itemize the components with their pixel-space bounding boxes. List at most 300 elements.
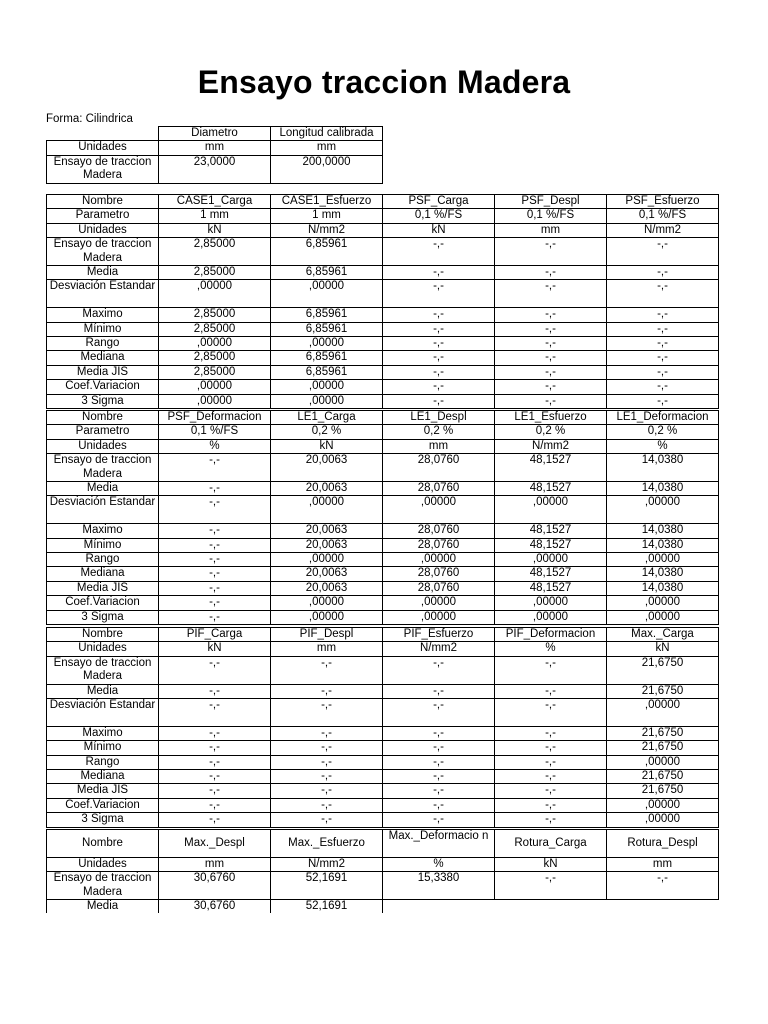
table-cell: Coef.Variacion	[47, 596, 159, 610]
table-row	[47, 755, 719, 769]
table-cell: N/mm2	[607, 223, 719, 237]
table-cell: 21,6750	[607, 770, 719, 784]
table-cell: 14,0380	[607, 524, 719, 538]
table-cell: -,-	[159, 496, 271, 524]
table-cell: -,-	[383, 656, 495, 684]
table-row	[47, 642, 719, 656]
table-cell: ,00000	[271, 380, 383, 394]
forma-label: Forma: Cilindrica	[46, 113, 133, 125]
table-cell: 21,6750	[607, 741, 719, 755]
table-cell: ,00000	[383, 553, 495, 567]
table-cell: -,-	[383, 365, 495, 379]
table-cell: 6,85961	[271, 308, 383, 322]
table-cell: Nombre	[47, 411, 159, 425]
table-cell: ,00000	[607, 596, 719, 610]
table-cell: -,-	[271, 656, 383, 684]
table-cell: 2,85000	[159, 238, 271, 266]
table-cell: 20,0063	[271, 454, 383, 482]
table-row	[47, 628, 719, 642]
table-cell: -,-	[383, 798, 495, 812]
table-row	[47, 524, 719, 538]
table-cell: 20,0063	[271, 538, 383, 552]
table-cell: ,00000	[383, 496, 495, 524]
table-cell: mm	[159, 141, 271, 155]
table-cell: -,-	[271, 699, 383, 727]
results-table-1	[46, 194, 719, 409]
table-cell: 28,0760	[383, 581, 495, 595]
table-cell: 14,0380	[607, 482, 719, 496]
table-row	[47, 337, 719, 351]
table-cell: mm	[159, 857, 271, 871]
table-row	[47, 726, 719, 740]
table-cell: PSF_Despl	[495, 195, 607, 209]
table-cell: -,-	[383, 726, 495, 740]
table-cell: -,-	[159, 538, 271, 552]
table-cell: Unidades	[47, 642, 159, 656]
table-cell: -,-	[383, 280, 495, 308]
table-cell: -,-	[495, 351, 607, 365]
table-row	[47, 813, 719, 827]
table-cell: kN	[607, 642, 719, 656]
table-row	[47, 798, 719, 812]
table-cell: 1 mm	[271, 209, 383, 223]
table-cell: -,-	[159, 567, 271, 581]
table-cell: Parametro	[47, 425, 159, 439]
table-row	[47, 351, 719, 365]
table-cell: ,00000	[271, 337, 383, 351]
table-cell: -,-	[271, 784, 383, 798]
table-cell: -,-	[271, 813, 383, 827]
table-cell: Mediana	[47, 351, 159, 365]
table-cell: ,00000	[271, 610, 383, 624]
table-cell: 30,6760	[159, 900, 271, 914]
table-cell: -,-	[271, 755, 383, 769]
table-row	[47, 238, 719, 266]
table-cell: -,-	[159, 684, 271, 698]
table-cell: -,-	[159, 699, 271, 727]
table-cell: -,-	[607, 380, 719, 394]
results-table-4	[46, 829, 719, 913]
table-row	[47, 567, 719, 581]
table-cell: ,00000	[607, 813, 719, 827]
table-row	[47, 830, 719, 858]
table-row	[47, 581, 719, 595]
table-row	[47, 684, 719, 698]
table-row	[47, 380, 719, 394]
table-cell: ,00000	[495, 610, 607, 624]
table-cell: Mínimo	[47, 322, 159, 336]
table-cell: ,00000	[607, 553, 719, 567]
table-cell: 20,0063	[271, 567, 383, 581]
table-cell: -,-	[495, 784, 607, 798]
table-cell: -,-	[495, 872, 607, 900]
table-cell: -,-	[495, 798, 607, 812]
table-cell: Mediana	[47, 567, 159, 581]
table-cell: Nombre	[47, 195, 159, 209]
table-cell: Diametro	[159, 127, 271, 141]
table-row	[47, 699, 719, 727]
table-cell: Media JIS	[47, 784, 159, 798]
table-cell: ,00000	[159, 337, 271, 351]
table-cell: 3 Sigma	[47, 394, 159, 408]
table-cell: -,-	[495, 656, 607, 684]
table-cell: Desviación Estandar	[47, 496, 159, 524]
table-cell: ,00000	[607, 496, 719, 524]
table-cell: N/mm2	[495, 439, 607, 453]
table-cell: -,-	[383, 308, 495, 322]
table-row	[47, 280, 719, 308]
table-cell: -,-	[159, 656, 271, 684]
table-row	[47, 900, 719, 914]
table-cell: 48,1527	[495, 567, 607, 581]
table-cell: -,-	[495, 308, 607, 322]
table-cell: Ensayo de traccion Madera	[47, 656, 159, 684]
table-cell: ,00000	[271, 280, 383, 308]
table-cell: ,00000	[495, 496, 607, 524]
table-cell: Longitud calibrada	[271, 127, 383, 141]
table-cell: %	[159, 439, 271, 453]
table-cell: -,-	[159, 755, 271, 769]
table-cell: -,-	[159, 454, 271, 482]
table-cell: -,-	[383, 741, 495, 755]
table-cell: 6,85961	[271, 351, 383, 365]
table-cell: 48,1527	[495, 581, 607, 595]
table-cell: Rango	[47, 337, 159, 351]
table-cell: Max._Despl	[159, 830, 271, 858]
table-cell: Unidades	[47, 223, 159, 237]
table-cell: -,-	[383, 784, 495, 798]
table-cell: CASE1_Carga	[159, 195, 271, 209]
table-cell: Nombre	[47, 628, 159, 642]
table-cell: -,-	[383, 770, 495, 784]
table-cell: Media JIS	[47, 581, 159, 595]
table-cell: ,00000	[159, 394, 271, 408]
table-cell: 6,85961	[271, 322, 383, 336]
table-cell: 0,2 %	[607, 425, 719, 439]
table-row	[47, 596, 719, 610]
table-row	[47, 308, 719, 322]
table-cell: ,00000	[383, 596, 495, 610]
table-cell: ,00000	[271, 596, 383, 610]
table-cell: N/mm2	[271, 223, 383, 237]
table-cell: -,-	[607, 351, 719, 365]
table-cell: LE1_Despl	[383, 411, 495, 425]
table-cell: mm	[495, 223, 607, 237]
table-row	[47, 195, 719, 209]
table-cell: -,-	[159, 784, 271, 798]
table-cell: kN	[159, 642, 271, 656]
table-cell: 2,85000	[159, 351, 271, 365]
table-row	[47, 266, 719, 280]
table-cell: -,-	[495, 365, 607, 379]
table-cell: 21,6750	[607, 684, 719, 698]
table-cell: -,-	[495, 322, 607, 336]
table-cell: -,-	[607, 394, 719, 408]
table-cell: LE1_Esfuerzo	[495, 411, 607, 425]
table-cell: -,-	[495, 726, 607, 740]
table-cell: kN	[495, 857, 607, 871]
table-cell: Mínimo	[47, 538, 159, 552]
table-cell	[47, 127, 159, 141]
table-row	[47, 496, 719, 524]
table-cell: -,-	[383, 380, 495, 394]
table-cell: -,-	[383, 699, 495, 727]
table-cell: Media	[47, 684, 159, 698]
table-cell: Maximo	[47, 308, 159, 322]
table-cell: -,-	[607, 337, 719, 351]
table-cell: ,00000	[383, 610, 495, 624]
table-row	[47, 482, 719, 496]
table-row	[47, 155, 383, 183]
table-cell: Desviación Estandar	[47, 699, 159, 727]
table-cell: Media	[47, 900, 159, 914]
table-row	[47, 411, 719, 425]
table-cell: 0,2 %	[271, 425, 383, 439]
table-cell: 21,6750	[607, 784, 719, 798]
table-row	[47, 365, 719, 379]
table-cell: -,-	[383, 394, 495, 408]
table-cell: LE1_Carga	[271, 411, 383, 425]
table-cell: Parametro	[47, 209, 159, 223]
table-cell: kN	[271, 439, 383, 453]
table-cell: 3 Sigma	[47, 610, 159, 624]
table-cell: -,-	[383, 266, 495, 280]
table-row	[47, 322, 719, 336]
table-cell: 48,1527	[495, 482, 607, 496]
table-cell: Maximo	[47, 524, 159, 538]
table-cell: -,-	[607, 266, 719, 280]
table-cell: -,-	[607, 280, 719, 308]
table-cell: mm	[271, 642, 383, 656]
table-cell: -,-	[383, 238, 495, 266]
table-cell: -,-	[607, 238, 719, 266]
table-cell: PIF_Despl	[271, 628, 383, 642]
table-cell: Ensayo de traccion Madera	[47, 155, 159, 183]
table-cell: Rango	[47, 755, 159, 769]
table-cell: ,00000	[607, 610, 719, 624]
table-cell: -,-	[159, 798, 271, 812]
table-cell: 28,0760	[383, 482, 495, 496]
table-cell: 6,85961	[271, 365, 383, 379]
table-row	[47, 872, 719, 900]
table-cell: -,-	[607, 308, 719, 322]
table-cell: -,-	[495, 238, 607, 266]
table-cell: ,00000	[607, 699, 719, 727]
table-cell: 28,0760	[383, 454, 495, 482]
table-cell: Mínimo	[47, 741, 159, 755]
table-row	[47, 610, 719, 624]
table-cell: Maximo	[47, 726, 159, 740]
table-cell: -,-	[159, 726, 271, 740]
table-cell: 23,0000	[159, 155, 271, 183]
table-cell: ,00000	[271, 496, 383, 524]
table-cell: 28,0760	[383, 567, 495, 581]
table-cell: 52,1691	[271, 900, 383, 914]
table-cell: 6,85961	[271, 238, 383, 266]
table-cell: Coef.Variacion	[47, 798, 159, 812]
table-cell: N/mm2	[383, 642, 495, 656]
table-cell: Ensayo de traccion Madera	[47, 454, 159, 482]
table-cell: Media	[47, 482, 159, 496]
table-cell: kN	[159, 223, 271, 237]
table-row	[47, 656, 719, 684]
table-cell: 15,3380	[383, 872, 495, 900]
table-cell: Media JIS	[47, 365, 159, 379]
results-table-3	[46, 627, 719, 828]
table-cell: -,-	[495, 770, 607, 784]
table-cell: -,-	[383, 337, 495, 351]
table-cell: 3 Sigma	[47, 813, 159, 827]
table-cell: -,-	[383, 755, 495, 769]
table-cell: 48,1527	[495, 454, 607, 482]
table-cell: -,-	[271, 684, 383, 698]
table-cell: ,00000	[495, 596, 607, 610]
table-cell: 1 mm	[159, 209, 271, 223]
table-cell: 28,0760	[383, 524, 495, 538]
table-cell: 0,2 %	[495, 425, 607, 439]
table-cell: -,-	[383, 322, 495, 336]
table-cell: -,-	[159, 596, 271, 610]
table-row	[47, 553, 719, 567]
table-row	[47, 425, 719, 439]
table-cell: -,-	[495, 380, 607, 394]
table-row	[47, 141, 383, 155]
table-row	[47, 454, 719, 482]
table-cell: Max._Deformacio n	[383, 830, 495, 858]
table-cell: -,-	[159, 482, 271, 496]
table-cell	[383, 900, 495, 914]
table-cell: Unidades	[47, 857, 159, 871]
table-cell: ,00000	[607, 755, 719, 769]
table-row	[47, 209, 719, 223]
table-cell: 0,2 %	[383, 425, 495, 439]
table-row	[47, 223, 719, 237]
table-cell: 21,6750	[607, 656, 719, 684]
table-cell: Desviación Estandar	[47, 280, 159, 308]
table-cell: -,-	[159, 581, 271, 595]
dimensions-table	[46, 126, 383, 184]
table-cell: -,-	[159, 770, 271, 784]
table-cell: %	[383, 857, 495, 871]
page-title: Ensayo traccion Madera	[197, 64, 571, 100]
table-cell: 2,85000	[159, 322, 271, 336]
table-row	[47, 394, 719, 408]
table-cell: 21,6750	[607, 726, 719, 740]
results-table-2	[46, 410, 719, 625]
table-cell	[495, 900, 607, 914]
table-cell: -,-	[495, 813, 607, 827]
table-row	[47, 784, 719, 798]
table-cell: 48,1527	[495, 538, 607, 552]
table-cell: -,-	[383, 813, 495, 827]
table-cell: ,00000	[607, 798, 719, 812]
table-cell: 52,1691	[271, 872, 383, 900]
table-cell: -,-	[383, 351, 495, 365]
table-row	[47, 770, 719, 784]
table-cell: 2,85000	[159, 266, 271, 280]
table-cell: PIF_Deformacion	[495, 628, 607, 642]
table-cell: -,-	[271, 726, 383, 740]
table-cell: Nombre	[47, 830, 159, 858]
table-cell: Rotura_Despl	[607, 830, 719, 858]
table-cell: Media	[47, 266, 159, 280]
table-cell: %	[607, 439, 719, 453]
table-cell: ,00000	[159, 280, 271, 308]
table-cell: -,-	[495, 755, 607, 769]
table-cell: -,-	[159, 610, 271, 624]
table-cell: -,-	[495, 741, 607, 755]
table-cell: N/mm2	[271, 857, 383, 871]
table-cell: 14,0380	[607, 567, 719, 581]
table-cell: 0,1 %/FS	[607, 209, 719, 223]
table-cell: 20,0063	[271, 524, 383, 538]
table-cell: Rango	[47, 553, 159, 567]
table-cell: PSF_Deformacion	[159, 411, 271, 425]
table-cell: Ensayo de traccion Madera	[47, 872, 159, 900]
table-cell: Coef.Variacion	[47, 380, 159, 394]
table-row	[47, 741, 719, 755]
table-cell: 20,0063	[271, 482, 383, 496]
table-cell: Rotura_Carga	[495, 830, 607, 858]
table-cell: -,-	[607, 322, 719, 336]
table-cell: 14,0380	[607, 581, 719, 595]
table-cell: -,-	[607, 365, 719, 379]
table-cell: 0,1 %/FS	[383, 209, 495, 223]
table-cell: mm	[383, 439, 495, 453]
table-cell: Mediana	[47, 770, 159, 784]
table-cell: -,-	[383, 684, 495, 698]
table-row	[47, 127, 383, 141]
table-cell: 28,0760	[383, 538, 495, 552]
table-cell: mm	[271, 141, 383, 155]
table-cell: -,-	[159, 813, 271, 827]
table-cell: -,-	[495, 337, 607, 351]
table-cell: -,-	[495, 684, 607, 698]
table-cell: %	[495, 642, 607, 656]
table-cell: -,-	[495, 266, 607, 280]
table-cell: mm	[607, 857, 719, 871]
table-cell: 2,85000	[159, 365, 271, 379]
table-cell: Ensayo de traccion Madera	[47, 238, 159, 266]
table-cell: -,-	[607, 872, 719, 900]
table-cell: LE1_Deformacion	[607, 411, 719, 425]
table-cell: 0,1 %/FS	[495, 209, 607, 223]
table-cell: kN	[383, 223, 495, 237]
table-row	[47, 439, 719, 453]
table-cell: 14,0380	[607, 454, 719, 482]
table-cell: ,00000	[495, 553, 607, 567]
table-row	[47, 857, 719, 871]
table-cell: -,-	[159, 553, 271, 567]
table-cell: -,-	[159, 741, 271, 755]
table-cell: -,-	[271, 770, 383, 784]
table-cell: PIF_Carga	[159, 628, 271, 642]
table-cell: Unidades	[47, 439, 159, 453]
table-cell: 20,0063	[271, 581, 383, 595]
table-cell: PIF_Esfuerzo	[383, 628, 495, 642]
table-cell: 200,0000	[271, 155, 383, 183]
table-cell: -,-	[495, 280, 607, 308]
table-cell: -,-	[495, 699, 607, 727]
table-cell: -,-	[271, 798, 383, 812]
table-cell: ,00000	[159, 380, 271, 394]
table-cell: ,00000	[271, 394, 383, 408]
table-cell: PSF_Esfuerzo	[607, 195, 719, 209]
table-cell: Unidades	[47, 141, 159, 155]
table-cell: 6,85961	[271, 266, 383, 280]
table-cell: CASE1_Esfuerzo	[271, 195, 383, 209]
table-cell: -,-	[271, 741, 383, 755]
